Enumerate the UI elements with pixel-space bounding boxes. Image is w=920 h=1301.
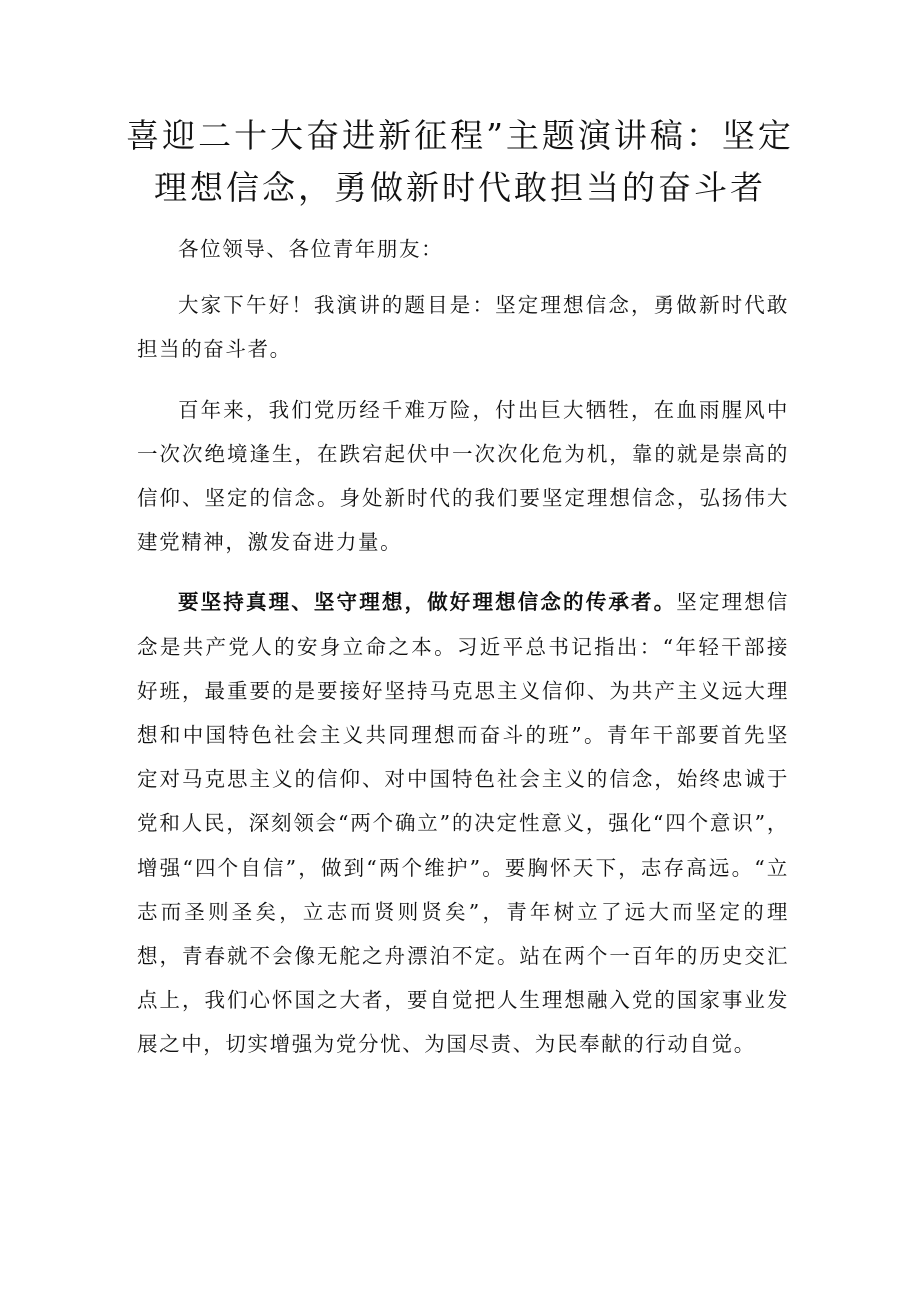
document-body — [137, 227, 789, 1083]
title-line-1: 喜迎二十大奋进新征程”主题演讲稿：坚定 — [126, 116, 794, 155]
paragraph-intro: 大家下午好！我演讲的题目是：坚定理想信念，勇做新时代敢担当的奋斗者。 — [137, 293, 789, 362]
paragraph-ideals-text: 坚定理想信念是共产党人的安身立命之本。习近平总书记指出：“年轻干部接好班，最重要的是要接好坚持马克思主义信仰、为共产主义远大理想和中国特色社会主义共同理想而奋斗的班”。青年干部要首先坚定对马克思主义的信仰、对中国特色社会主义的信念，始终忠诚于党和人民，深刻领会“两个确立”的决定性意义，强化“四个意识”，增强“四个自信”，做到“两个维护”。要胸怀天下，志存高远。“立志而圣则圣矣，立志而贤则贤矣”，青年树立了远大而坚定的理想，青春就不会像无舵之舟漂泊不定。站在两个一百年的历史交汇点上，我们心怀国之大者，要自觉把人生理想融入党的国家事业发展之中，切实增强为党分忧、为国尽责、为民奉献的行动自觉。 — [137, 590, 789, 1057]
greeting: 各位领导、各位青年朋友： — [178, 237, 444, 261]
paragraph-ideals — [137, 580, 789, 1066]
document-title — [120, 110, 800, 214]
title-line-2: 理想信念，勇做新时代敢担当的奋斗者 — [154, 168, 766, 207]
paragraph-history: 百年来，我们党历经千难万险，付出巨大牺牲，在血雨腥风中一次次绝境逢生，在跌宕起伏中一次次化危为机，靠的就是崇高的信仰、坚定的信念。身处新时代的我们要坚定理想信念，弘扬伟大建党精神，激发奋进力量。 — [137, 397, 789, 555]
paragraph-lead-sentence: 要坚持真理、坚守理想，做好理想信念的传承者。 — [178, 590, 677, 615]
